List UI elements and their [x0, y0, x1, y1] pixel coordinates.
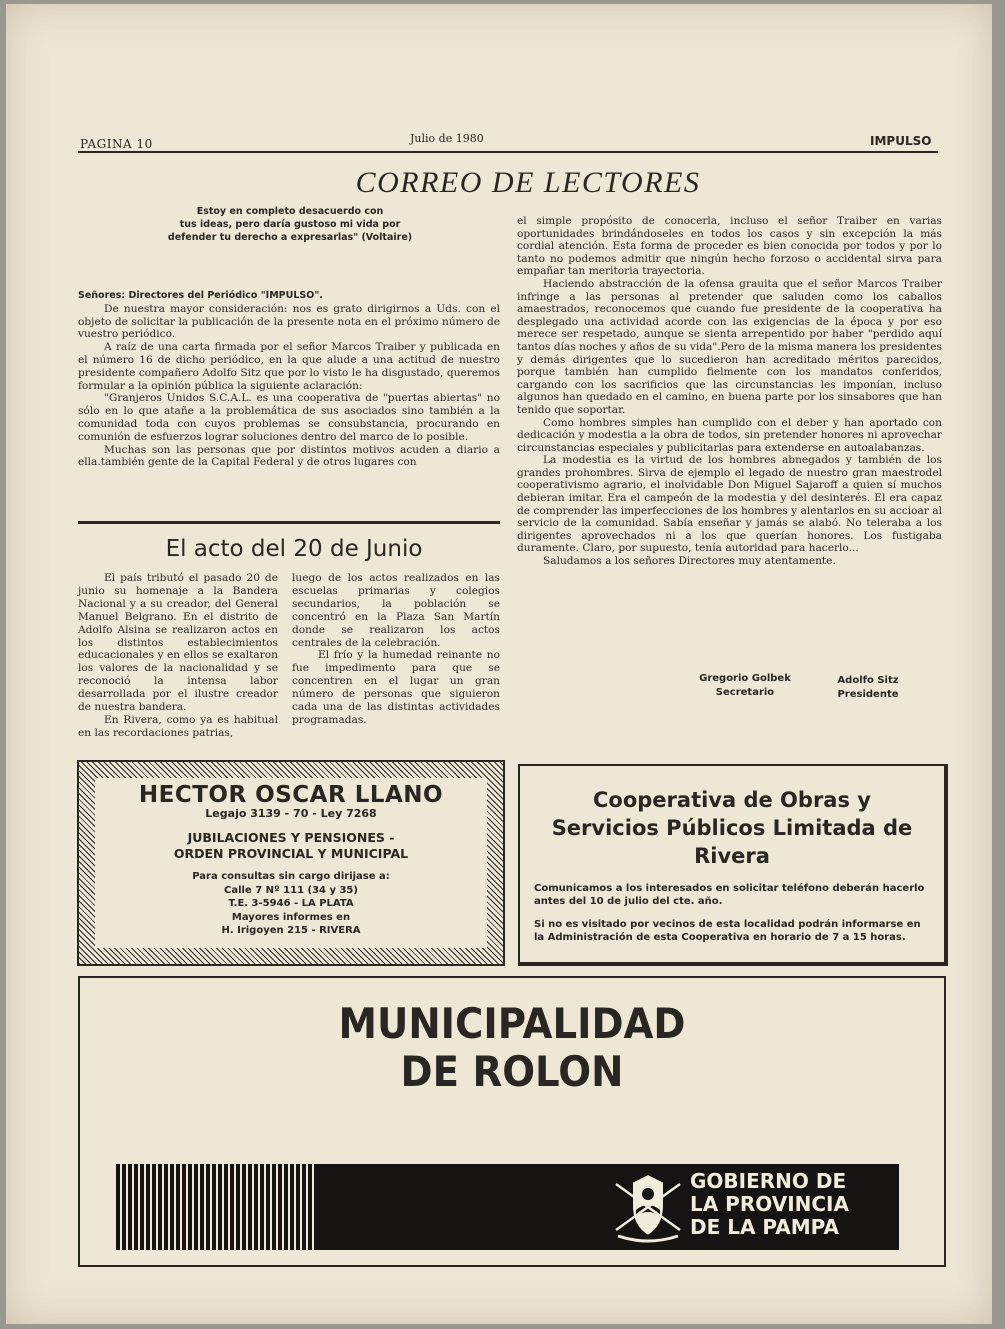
letter-right-column: [517, 215, 942, 568]
ad-coop-title: [520, 786, 944, 870]
issue-date: Julio de 1980: [410, 132, 484, 145]
government-label-line: DE LA PAMPA: [690, 1215, 839, 1239]
government-banner: [116, 1164, 899, 1250]
article-rule: [78, 521, 500, 524]
ad-coop-notice: Si no es visitado por vecinos de esta localidad podrán informarse en la Administración de esta Cooperativa en horario de 7 a 15 horas.: [534, 919, 921, 943]
quote-line: defender tu derecho a expresarlas" (Voltaire): [167, 232, 413, 243]
ad-hector-address: T.E. 3-5946 - LA PLATA: [228, 898, 354, 909]
ad-muni-title-line: MUNICIPALIDAD: [338, 999, 686, 1048]
ad-muni-title: [115, 1000, 910, 1096]
letter-paragraph: Muchas son las personas que por distintos motivos acuden a diario a ella.también gente de la Capital Federal y de otros lugares con: [78, 443, 500, 469]
letter-paragraph: el simple propósito de conocerla, incluso el señor Traiber en varias oportunidades brindándoseles en todos los casos y sin excepción la más cordial atención. Esta forma de proceder es bien conocida por todos y por lo tanto no podemos admitir que ningún hecho forzoso o accidental sirva para empañar tan meritoria trayectoria.: [517, 215, 942, 278]
province-coat-of-arms-icon: [610, 1170, 686, 1244]
article-paragraph: En Rivera, como ya es habitual en las recordaciones patrias,: [78, 713, 278, 739]
article-paragraph: El frío y la humedad reinante no fue impedimento para que se concentren en el lugar un gran número de personas que siguieron cada una de las distintas actividades programadas.: [292, 649, 500, 726]
article-column-2: [292, 572, 500, 727]
signature-name: Gregorio Golbek: [699, 673, 791, 684]
ad-hector-service: ORDEN PROVINCIAL Y MUNICIPAL: [173, 846, 409, 861]
government-label-line: GOBIERNO DE: [690, 1169, 847, 1193]
section-title: CORREO DE LECTORES: [355, 166, 701, 199]
barcode-stripes: [116, 1164, 314, 1250]
ad-hector-name: HECTOR OSCAR LLANO: [138, 782, 444, 808]
letter-paragraph: A raíz de una carta firmada por el señor Marcos Traiber y publicada en el número 16 de dicho periódico, en la que alude a una actitud de nuestro presidente compañero Adolfo Sitz que por lo visto le ha disgustado, queremos formular a la opinión pública la siguiente aclaración:: [78, 341, 500, 392]
ad-hector-address: Mayores informes en: [231, 911, 351, 923]
page-number: PAGINA 10: [80, 137, 153, 151]
ad-hector-service: JUBILACIONES Y PENSIONES -: [187, 830, 395, 845]
newspaper-name: IMPULSO: [870, 134, 932, 148]
letter-paragraph: La modestia es la virtud de los hombres abnegados y también de los grandes prohombres. Sirva de ejemplo el legado de nuestro gran maestrodel cooperativismo agrario, el inolvidable Don Miguel Sajaroff a quien sí muchos debieran imitar. Era el campeón de la modestia y del desinterés. El era capaz de comprender las imperfecciones de los hombres y alentarlos en su accioar al servicio de la comunidad. Sabía enseñar y jamás se alabó. No teleraba a los dirigentes aprovechados ni a los que querían honores. Los fustigaba duramente. Claro, por supuesto, tenía autoridad para hacerlo...: [517, 454, 942, 555]
ad-coop-title-line: Cooperativa de Obras y: [593, 788, 871, 812]
government-label-line: LA PROVINCIA: [690, 1192, 849, 1216]
ad-hector-legajo: Legajo 3139 - 70 - Ley 7268: [205, 807, 377, 820]
letter-paragraph: Como hombres simples han cumplido con el deber y han aportado con dedicación y modestia a la obra de todos, sin pretender honores ni aprovechar circunstancias especiales y publicitarlas para extenderse en autoalabanzas.: [517, 416, 942, 454]
ad-hector-address: Calle 7 Nº 111 (34 y 35): [224, 884, 358, 896]
signature-role: Secretario: [715, 687, 775, 698]
letter-paragraph: "Granjeros Unidos S.C.A.L. es una cooperativa de "puertas abiertas" no sólo en lo que atañe a la problemática de sus asociados sino también a la comunidad toda con cuyos problemas se consubstancia, procurando en comunión de esfuerzos lograr soluciones dentro del marco de lo posible.: [78, 392, 500, 443]
signature-secretary: [680, 672, 810, 700]
article-column-1: [78, 572, 278, 740]
letter-paragraph: De nuestra mayor consideración: nos es grato dirigirnos a Uds. con el objeto de solicitar la publicación de la presente nota en el próximo número de vuestro periódico.: [78, 302, 500, 341]
signature-name: Adolfo Sitz: [837, 675, 899, 686]
ad-hector-content: [95, 778, 487, 948]
ad-hector-consult: Para consultas sin cargo dirijase a:: [192, 871, 390, 882]
quote-line: tus ideas, pero daría gustoso mi vida por: [179, 219, 401, 230]
article-title: El acto del 20 de Junio: [165, 536, 423, 562]
letter-paragraph: Haciendo abstracción de la ofensa grauita que el señor Marcos Traiber infringe a las personas al pretender que saluden como los caballos amaestrados, reconocemos que cuando fue presidente de la cooperativa ha desplegado una actividad acorde con las exigencias de la época y por eso merece ser respetado, aunque se sienta arrepentido por haber "perdido aquí tantos días noches y años de su vida".Pero de la misma manera los presidentes y demás dirigentes que lo sucedieron han acreditado méritos parecidos, porque también han cumplido fielmente con los mandatos conferidos, cargando con los sacrificios que las circunstancias les imponían, incluso algunos han quedado en el camino, en buena parte por los sinsabores que han tenido que soportar.: [517, 277, 942, 416]
article-paragraph: luego de los actos realizados en las escuelas primarias y colegios secundarios, la población se concentró en la Plaza San Martín donde se realizaron los actos centrales de la celebración.: [292, 572, 500, 649]
signature-role: Presidente: [837, 689, 899, 700]
ad-coop-title-line: Rivera: [694, 844, 770, 868]
ad-cooperativa: [518, 764, 948, 966]
article-paragraph: El país tributó el pasado 20 de junio su homenaje a la Bandera Nacional y a su creador, del General Manuel Belgrano. En el distrito de Adolfo Alsina se realizaron actos en los distintos establecimientos educacionales y en ellos se exaltaron los valores de la nacionalidad y se reconoció la intensa labor desarrollada por el ilustre creador de nuestra bandera.: [78, 572, 278, 714]
ad-coop-notice: Comunicamos a los interesados en solicitar teléfono deberán hacerlo antes del 10 de julio del cte. año.: [534, 883, 925, 907]
letter-left-column: [78, 290, 500, 469]
voltaire-quote: [140, 205, 440, 244]
letter-closing: Saludamos a los señores Directores muy atentamente.: [543, 555, 836, 568]
ad-hector-address: H. Irigoyen 215 - RIVERA: [221, 925, 361, 936]
ad-muni-title-line: DE ROLON: [400, 1047, 624, 1096]
ad-coop-title-line: Servicios Públicos Limitada de: [551, 816, 913, 840]
signature-president: [808, 674, 928, 702]
quote-line: Estoy en completo desacuerdo con: [196, 206, 384, 217]
ad-hector-llano: [77, 760, 505, 966]
ad-municipalidad: [78, 976, 946, 1267]
header-rule: [78, 151, 938, 153]
letter-salutation: Señores: Directores del Periódico "IMPULSO".: [78, 290, 323, 301]
government-label: [690, 1170, 849, 1239]
